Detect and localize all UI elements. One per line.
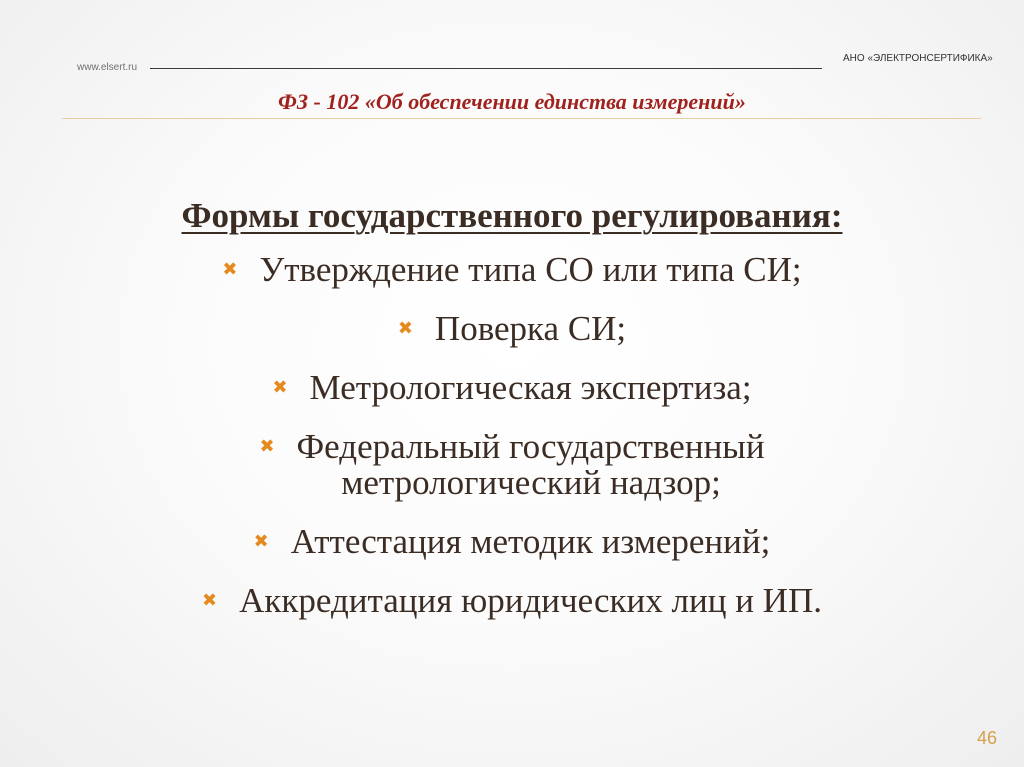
x-bullet-icon: ✖ [272,377,288,398]
list-item [0,252,1024,288]
x-bullet-icon: ✖ [202,590,218,611]
list-item [0,311,1024,347]
bullet-text-continued: метрологический надзор; [341,463,721,502]
list-item [0,429,1024,501]
x-bullet-icon: ✖ [397,318,413,339]
section-heading: Формы государственного регулирования: [181,196,843,235]
bullet-text: Аккредитация юридических лиц и ИП. [239,581,822,620]
bullet-text: Поверка СИ; [434,309,627,348]
slide-header-title: ФЗ - 102 «Об обеспечении единства измерений» [278,89,746,114]
bullet-text: Федеральный государственный [296,427,765,466]
x-bullet-icon: ✖ [222,259,238,280]
header-rule [150,68,822,69]
x-bullet-icon: ✖ [259,436,275,457]
header-divider [62,118,981,119]
org-name: АНО «ЭЛЕКТРОНСЕРТИФИКА» [843,53,993,64]
list-item [0,370,1024,406]
bullet-text: Метрологическая экспертиза; [309,368,752,407]
list-item [0,524,1024,560]
x-bullet-icon: ✖ [253,531,269,552]
bullet-text: Утверждение типа СО или типа СИ; [259,250,802,289]
bullet-list [0,252,1024,619]
slide-content [0,193,1024,619]
site-url: www.elsert.ru [77,62,138,73]
list-item [0,583,1024,619]
bullet-text: Аттестация методик измерений; [290,522,771,561]
page-number: 46 [976,728,997,748]
